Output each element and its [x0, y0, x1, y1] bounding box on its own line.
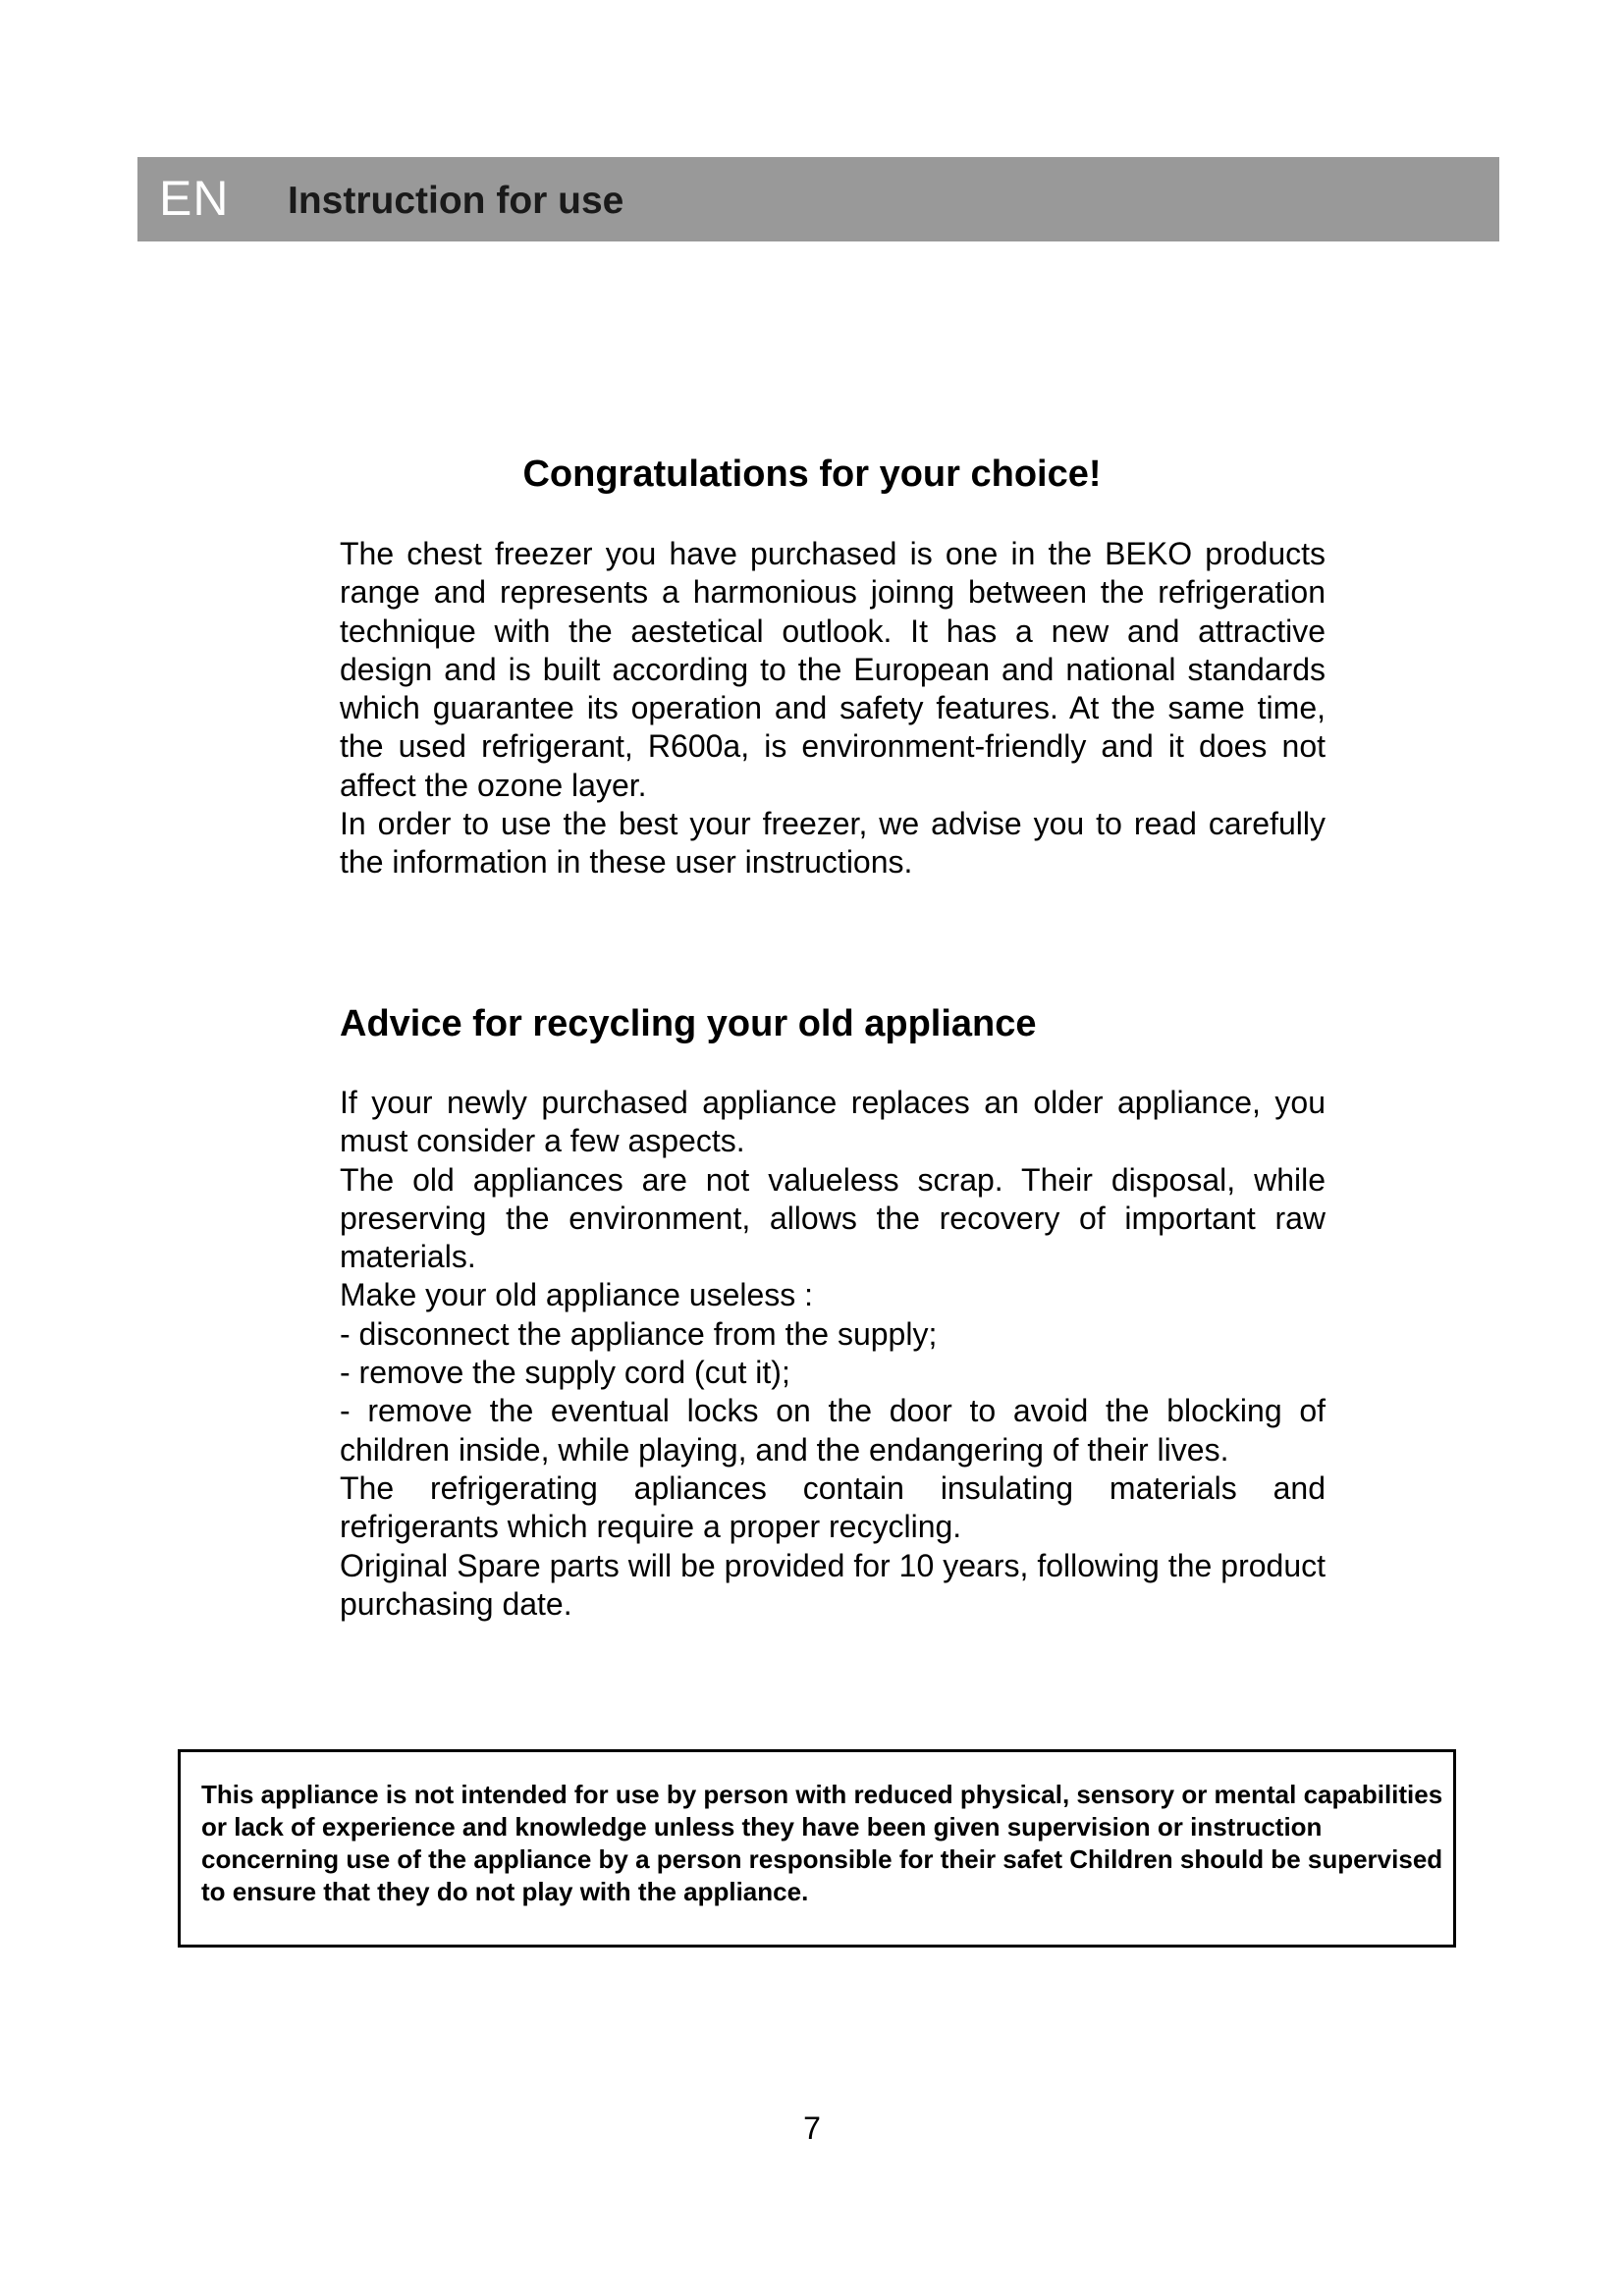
page-title: Instruction for use [288, 180, 624, 222]
recycling-heading: Advice for recycling your old appliance [340, 1003, 1037, 1044]
intro-section [340, 535, 1326, 882]
safety-notice-box [178, 1749, 1456, 1948]
header-band [137, 157, 1499, 241]
recycling-paragraph: Original Spare parts will be provided for 10 years, following the product purchasing date. [340, 1547, 1326, 1622]
recycling-paragraph: If your newly purchased appliance replaces an older appliance, you must consider a few aspects. [340, 1085, 1326, 1159]
recycling-list-item: - remove the supply cord (cut it); [340, 1355, 790, 1391]
page-number: 7 [803, 2110, 821, 2146]
recycling-section [340, 1084, 1326, 1624]
recycling-paragraph: Make your old appliance useless : [340, 1277, 814, 1313]
recycling-list-item: - remove the eventual locks on the door to avoid the blocking of children inside, while playing, and the endangering of their lives. [340, 1393, 1326, 1468]
congratulations-heading: Congratulations for your choice! [522, 454, 1102, 495]
intro-paragraph: In order to use the best your freezer, we advise you to read carefully the information in these user instructions. [340, 806, 1326, 881]
recycling-paragraph: The old appliances are not valueless scrap. Their disposal, while preserving the environment, allows the recovery of important raw materials. [340, 1161, 1326, 1275]
recycling-paragraph: The refrigerating apliances contain insulating materials and refrigerants which require a proper recycling. [340, 1469, 1326, 1545]
recycling-list-item: - disconnect the appliance from the supply; [340, 1315, 938, 1352]
language-code: EN [159, 171, 230, 226]
safety-notice-text: This appliance is not intended for use by person with reduced physical, sensory or mental capabilities or lack of experience and knowledge unless they have been given supervision or instruction concerning use of the appliance by a person responsible for their safet Children should be supervised to ensure that they do not play with the appliance. [201, 1780, 1443, 1906]
intro-paragraph: The chest freezer you have purchased is one in the BEKO products range and represents a harmonious joinng between the refrigeration technique with the aestetical outlook. It has a new and attractive design and is built according to the European and national standards which guarantee its operation and safety features. At the same time, the used refrigerant, R600a, is environment-friendly and it does not affect the ozone layer. [340, 536, 1326, 803]
